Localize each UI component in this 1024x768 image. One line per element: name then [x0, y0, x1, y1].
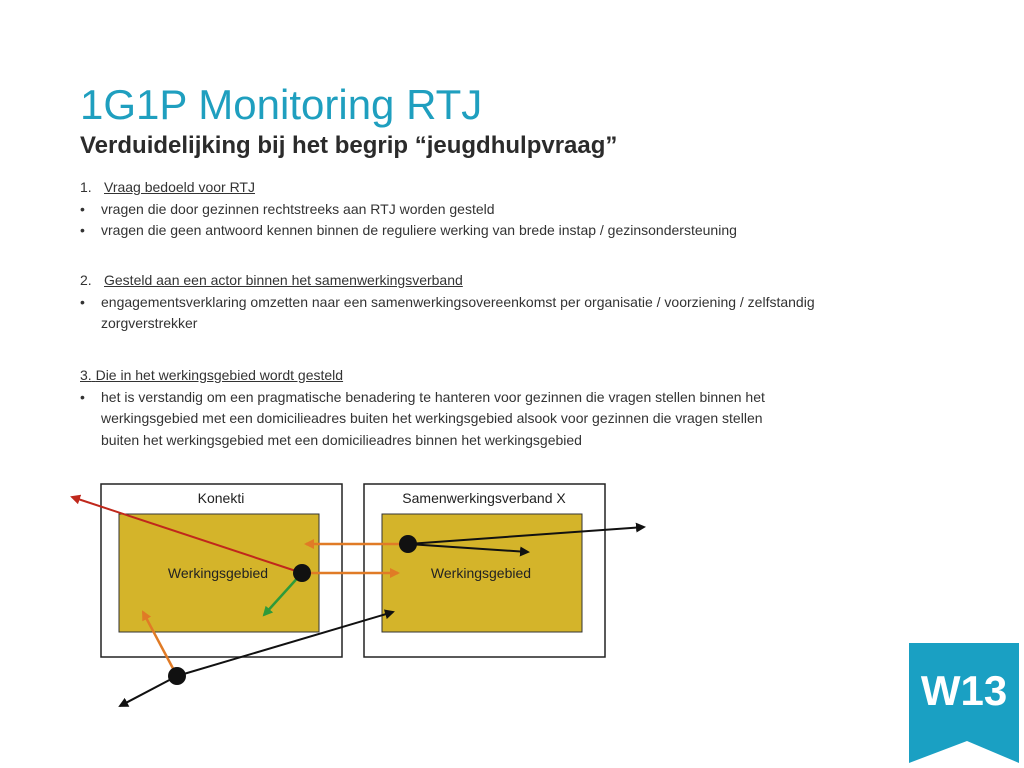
w13-logo [909, 643, 1019, 763]
section-number: 1. [80, 179, 92, 195]
node-dot [168, 667, 186, 685]
section-heading-text: Die in het werkingsgebied wordt gesteld [95, 367, 344, 383]
bullet-text: vragen die geen antwoord kennen binnen de reguliere werking van brede instap / gezinsondersteuning [101, 222, 737, 238]
bullet-text: engagementsverklaring omzetten naar een samenwerkingsovereenkomst per organisatie / voorziening / zelfstandig zorgverstrekker [101, 293, 815, 331]
section-number: 2. [80, 272, 92, 288]
bullet-text: het is verstandig om een pragmatische benadering te hanteren voor gezinnen die vragen stellen binnen het werkingsgebied met een domicilieadres buiten het werkingsgebied alsook voor gezinnen die vragen stellen buiten het werkingsgebied met een domicilieadres binnen het werkingsgebied [101, 388, 765, 448]
black-arrow-down-left [120, 676, 177, 706]
slide-title: 1G1P Monitoring RTJ [80, 81, 483, 128]
konekti-werkingsgebied-label: Werkingsgebied [167, 565, 269, 581]
konekti-label: Konekti [197, 490, 245, 506]
slide-subtitle: Verduidelijking bij het begrip “jeugdhulpvraag” [80, 132, 618, 159]
section-heading-text: Gesteld aan een actor binnen het samenwerkingsverband [104, 272, 463, 288]
samenwerkingsverband-werkingsgebied-label: Werkingsgebied [430, 565, 532, 581]
samenwerkingsverband-label: Samenwerkingsverband X [402, 490, 566, 506]
node-dot [399, 535, 417, 553]
bullet-icon: • [80, 388, 85, 405]
bullet-icon: • [80, 293, 85, 310]
bullet-text: vragen die door gezinnen rechtstreeks aan RTJ worden gesteld [101, 200, 495, 217]
section-number: 3. [80, 367, 92, 383]
node-dot [293, 564, 311, 582]
section-heading-text: Vraag bedoeld voor RTJ [104, 179, 255, 195]
logo-text: W13 [920, 667, 1008, 714]
bullet-icon: • [80, 200, 85, 217]
bullet-icon: • [80, 222, 85, 238]
